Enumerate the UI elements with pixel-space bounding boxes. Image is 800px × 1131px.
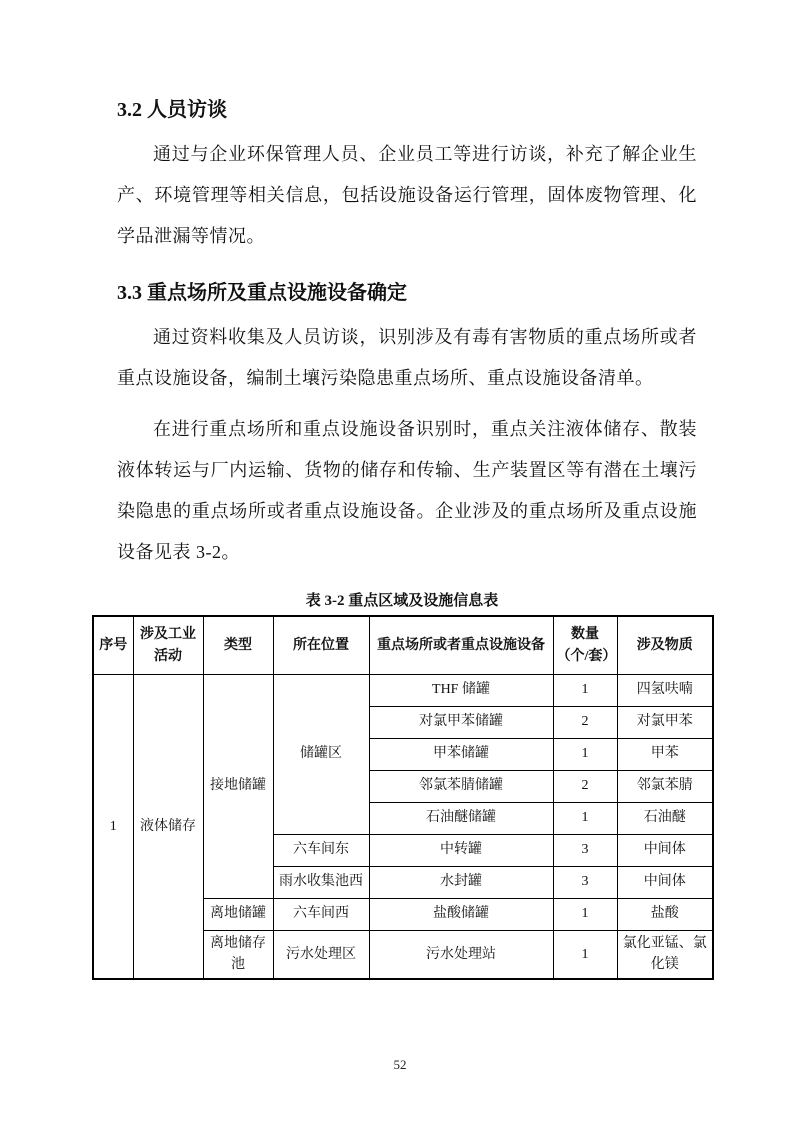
cell-location: 六车间东 [273,834,369,866]
paragraph: 在进行重点场所和重点设施设备识别时，重点关注液体储存、散装液体转运与厂内运输、货物的储存和传输、生产装置区等有潜在土壤污染隐患的重点场所或者重点设施设备。企业涉及的重点场所及重点设施设备见表 3-2。 [117,419,697,563]
col-header-type: 类型 [203,616,273,674]
table-row [93,674,713,706]
cell-facility: THF 储罐 [369,674,553,706]
cell-location: 储罐区 [273,674,369,834]
paragraph: 通过与企业环保管理人员、企业员工等进行访谈，补充了解企业生产、环境管理等相关信息，包括设施设备运行管理，固体废物管理、化学品泄漏等情况。 [117,144,697,247]
cell-qty: 1 [553,802,617,834]
cell-facility: 石油醚储罐 [369,802,553,834]
cell-facility: 对氯甲苯储罐 [369,706,553,738]
section-heading-3-2: 3.2 人员访谈 [117,99,227,121]
cell-facility: 邻氯苯腈储罐 [369,770,553,802]
col-header-qty-line1: 数量 [571,626,599,642]
cell-serial: 1 [93,674,133,979]
table-header-row [93,616,713,674]
cell-substance: 邻氯苯腈 [617,770,713,802]
section-heading-3-3: 3.3 重点场所及重点设施设备确定 [117,282,407,305]
cell-type: 离地储罐 [203,898,273,930]
paragraph: 通过资料收集及人员访谈，识别涉及有毒有害物质的重点场所或者重点设施设备，编制土壤污染隐患重点场所、重点设施设备清单。 [117,327,697,389]
cell-type: 离地储存池 [203,930,273,979]
cell-qty: 3 [553,834,617,866]
cell-location: 污水处理区 [273,930,369,979]
col-header-facility: 重点场所或者重点设施设备 [369,616,553,674]
cell-qty: 2 [553,706,617,738]
cell-location: 雨水收集池西 [273,866,369,898]
cell-qty: 2 [553,770,617,802]
col-header-no: 序号 [93,616,133,674]
cell-qty: 1 [553,674,617,706]
cell-location: 六车间西 [273,898,369,930]
cell-facility: 中转罐 [369,834,553,866]
cell-qty: 1 [553,898,617,930]
cell-facility: 甲苯储罐 [369,738,553,770]
cell-substance: 盐酸 [617,898,713,930]
cell-facility: 污水处理站 [369,930,553,979]
cell-substance: 四氢呋喃 [617,674,713,706]
col-header-qty-line2: （个/套） [556,648,617,664]
cell-activity: 液体储存 [133,674,203,979]
cell-facility: 盐酸储罐 [369,898,553,930]
cell-qty: 3 [553,866,617,898]
col-header-substance: 涉及物质 [617,616,713,674]
cell-substance: 甲苯 [617,738,713,770]
col-header-location: 所在位置 [273,616,369,674]
cell-qty: 1 [553,930,617,979]
cell-substance: 氯化亚锰、氯化镁 [617,930,713,979]
table-title: 表 3-2 重点区域及设施信息表 [305,593,499,610]
cell-qty: 1 [553,738,617,770]
facilities-table [92,615,714,980]
col-header-activity: 涉及工业活动 [133,616,203,674]
cell-type: 接地储罐 [203,674,273,898]
page-number: 52 [393,1057,407,1072]
table-block [92,589,712,980]
col-header-qty [553,616,617,674]
cell-substance: 中间体 [617,834,713,866]
cell-substance: 石油醚 [617,802,713,834]
cell-substance: 中间体 [617,866,713,898]
cell-facility: 水封罐 [369,866,553,898]
cell-substance: 对氯甲苯 [617,706,713,738]
